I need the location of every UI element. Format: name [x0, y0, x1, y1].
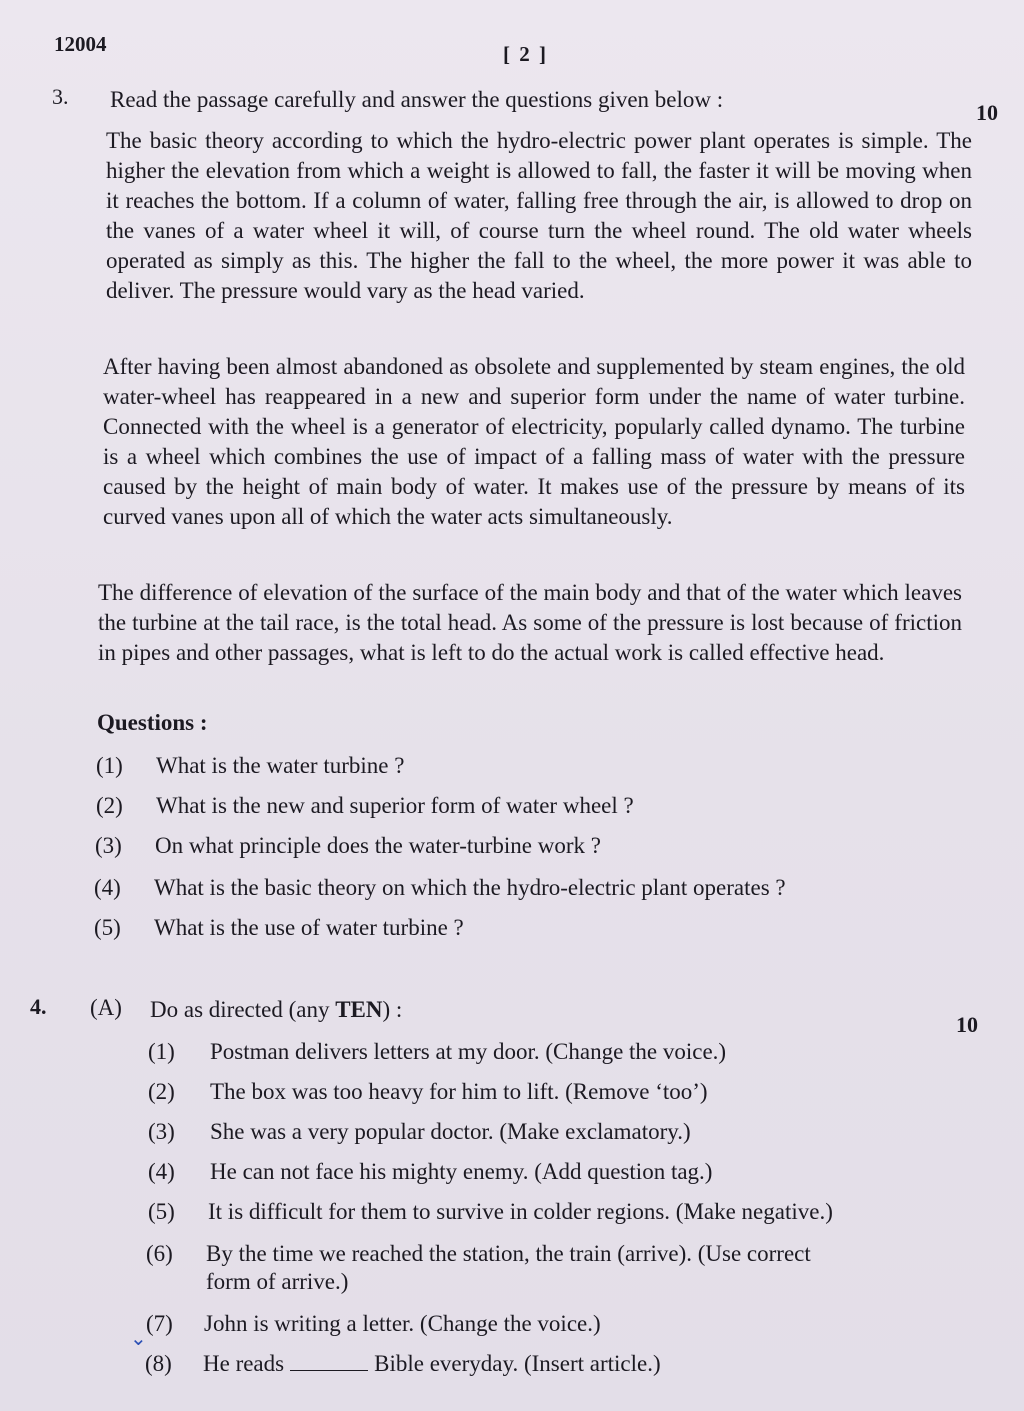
question-3-marks: 10: [976, 100, 998, 125]
question-text: What is the use of water turbine ?: [154, 915, 464, 940]
item-text-before-blank: He reads: [203, 1351, 285, 1376]
question-3-number: 3.: [52, 84, 69, 109]
item-text: He can not face his mighty enemy. (Add question tag.): [210, 1159, 713, 1184]
directed-item: [148, 1078, 708, 1106]
instruction-prefix: Do as directed (any: [150, 997, 336, 1022]
item-text-after-blank: Bible everyday. (Insert article.): [374, 1351, 661, 1376]
directed-item: [148, 1158, 713, 1186]
question-text: On what principle does the water-turbine work ?: [155, 833, 601, 858]
question-number: (5): [94, 915, 121, 940]
pen-mark-icon: ⌄: [130, 1328, 147, 1350]
item-number: (5): [148, 1199, 175, 1224]
question-text: What is the basic theory on which the hydro-electric plant operates ?: [154, 875, 786, 900]
item-text-line-2: form of arrive.): [206, 1269, 349, 1294]
directed-item: [148, 1118, 691, 1146]
item-text: Postman delivers letters at my door. (Change the voice.): [210, 1039, 727, 1064]
question-item: [96, 752, 405, 780]
passage-paragraph-1: The basic theory according to which the hydro-electric power plant operates is simple. The higher the elevation from which a weight is allowed to fall, the faster it will be moving when it reaches the bottom. If a column of water, falling free through the air, is allowed to drop on the vanes of a water wheel it will, of course turn the wheel round. The old water wheels operated as simply as this. The higher the fall to the wheel, the more power it was able to deliver. The pressure would vary as the head varied.: [106, 128, 972, 303]
passage-paragraph-3: The difference of elevation of the surface of the main body and that of the water which leaves the turbine at the tail race, is the total head. As some of the pressure is lost because of friction in pipes and other passages, what is left to do the actual work is called effective head.: [98, 580, 962, 665]
item-text: The box was too heavy for him to lift. (Remove ‘too’): [210, 1079, 708, 1104]
passage-paragraph-2: After having been almost abandoned as obsolete and supplemented by steam engines, the old water-wheel has reappeared in a new and superior form under the name of water turbine. Connected with the wheel is a generator of electricity, popularly called dynamo. The turbine is a wheel which combines the use of impact of a falling mass of water with the pressure caused by the height of main body of water. It makes use of the pressure by means of its curved vanes upon all of which the water acts simultaneously.: [103, 354, 965, 529]
question-number: (2): [96, 793, 123, 818]
questions-heading: Questions :: [97, 710, 208, 735]
question-text: What is the water turbine ?: [156, 753, 405, 778]
item-text: [203, 1350, 963, 1378]
item-text: It is difficult for them to survive in colder regions. (Make negative.): [208, 1199, 833, 1224]
question-number: (1): [96, 753, 123, 778]
directed-item: [146, 1240, 811, 1294]
question-4-instruction: [150, 996, 402, 1024]
item-text: She was a very popular doctor. (Make exclamatory.): [210, 1119, 691, 1144]
question-4-marks: 10: [956, 1012, 978, 1037]
item-number: (1): [148, 1039, 175, 1064]
question-number: (3): [95, 833, 122, 858]
instruction-emphasis: TEN: [335, 997, 383, 1022]
question-4-part: (A): [90, 995, 122, 1020]
item-number: (2): [148, 1079, 175, 1104]
directed-item: [145, 1350, 661, 1378]
directed-item: [146, 1310, 601, 1338]
directed-item: [148, 1038, 727, 1066]
item-text: John is writing a letter. (Change the voice.): [204, 1311, 601, 1336]
question-item: [95, 832, 601, 860]
item-number: (7): [146, 1311, 173, 1336]
question-3-instruction: Read the passage carefully and answer the questions given below :: [110, 87, 724, 112]
page-number: [ 2 ]: [503, 42, 548, 66]
question-item: [94, 914, 464, 942]
question-4-number: 4.: [30, 994, 47, 1019]
item-number: (4): [148, 1159, 175, 1184]
instruction-suffix: ) :: [382, 997, 403, 1022]
question-number: (4): [94, 875, 121, 900]
question-item: [96, 792, 634, 820]
directed-item: [148, 1198, 833, 1226]
paper-code: 12004: [54, 32, 107, 56]
item-number: (8): [145, 1351, 172, 1376]
item-text-line-1: By the time we reached the station, the train (arrive). (Use correct: [206, 1241, 811, 1266]
question-text: What is the new and superior form of water wheel ?: [156, 793, 634, 818]
item-number: (3): [148, 1119, 175, 1144]
item-number: (6): [146, 1241, 173, 1266]
fill-in-blank: [290, 1370, 368, 1371]
question-item: [94, 874, 786, 902]
